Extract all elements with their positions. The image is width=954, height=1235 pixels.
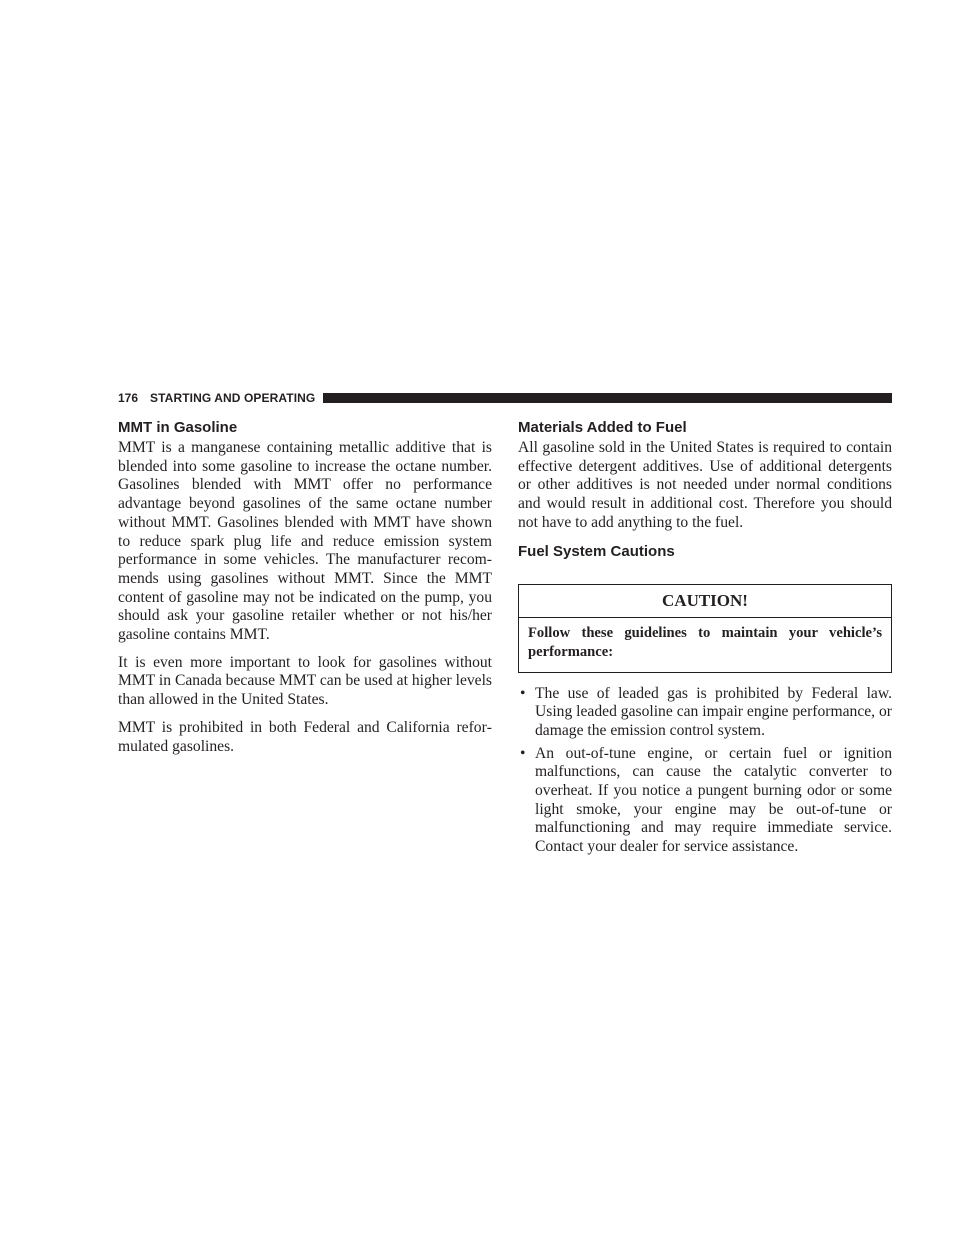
page-number: 176 bbox=[118, 391, 139, 405]
mmt-paragraph-2: It is even more important to look for gasolines without MMT in Canada because MMT can be used at higher levels than allowed in the United States. bbox=[118, 653, 492, 709]
caution-bullet-list bbox=[518, 685, 892, 857]
bullet-text-2: An out-of-tune engine, or certain fuel or ignition malfunctions, can cause the catalytic converter to overheat. If you notice a pungent burning odor or some light smoke, your engine may be out-of-tune or malfunctioning and may require immediate service. Contact your dealer for service assistance. bbox=[535, 744, 892, 856]
bullet-icon: • bbox=[520, 744, 526, 762]
mmt-paragraph-1: MMT is a manganese containing metallic additive that is blended into some gasoline to increase the octane number. Gasolines blended with MMT offer no performance advantage beyond gasolines of the same octane number without MMT. Gasolines blended with MMT have shown to reduce spark plug life and reduce emission system performance in some vehicles. The manufacturer recommends using gasolines without MMT. Since the MMT content of gasoline may not be indicated on the pump, you should ask your gasoline retailer whether or not his/her gasoline contains MMT. bbox=[118, 439, 492, 644]
caution-body: Follow these guidelines to maintain your vehicle’s performance: bbox=[528, 624, 882, 660]
caution-box bbox=[518, 584, 892, 673]
bullet-icon: • bbox=[520, 684, 526, 702]
header-rule bbox=[323, 393, 892, 403]
section-title: STARTING AND OPERATING bbox=[150, 391, 316, 405]
list-item bbox=[518, 745, 892, 857]
list-item bbox=[518, 685, 892, 741]
left-column bbox=[118, 414, 492, 765]
materials-paragraph: All gasoline sold in the United States is required to contain effective detergent additives. Use of additional detergents or other additives is not needed under normal conditions and would result in additional cost. Therefore you should not have to add anything to the fuel. bbox=[518, 439, 892, 531]
bullet-text-1: The use of leaded gas is prohibited by Federal law. Using leaded gasoline can impair engine performance, or damage the emission control system. bbox=[535, 684, 892, 739]
fuel-cautions-heading: Fuel System Cautions bbox=[518, 542, 675, 560]
mmt-paragraph-3: MMT is prohibited in both Federal and California reformulated gasolines. bbox=[118, 718, 492, 755]
right-column bbox=[518, 414, 892, 861]
page-header bbox=[118, 390, 892, 406]
mmt-heading: MMT in Gasoline bbox=[118, 419, 238, 436]
materials-heading: Materials Added to Fuel bbox=[518, 419, 687, 436]
caution-title: CAUTION! bbox=[519, 585, 891, 618]
